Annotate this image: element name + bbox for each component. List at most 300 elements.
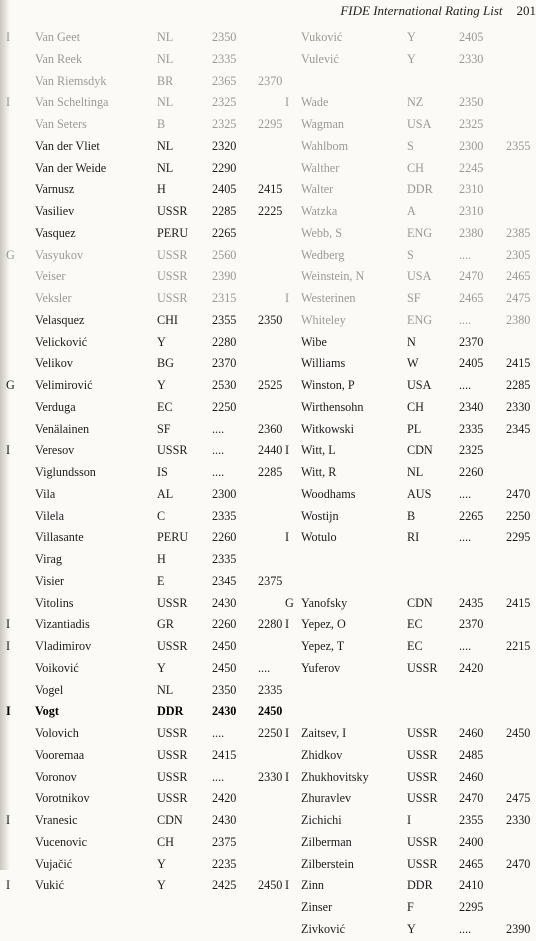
- player-country: USSR: [157, 636, 188, 658]
- player-rating-1: 2350: [212, 27, 236, 49]
- player-rating-1: 2370: [459, 332, 483, 354]
- player-country: Y: [407, 27, 416, 49]
- player-name: Wostijn: [301, 506, 339, 528]
- player-name: Zinser: [301, 897, 332, 919]
- player-row: [0, 614, 275, 636]
- player-row: [285, 745, 536, 767]
- player-rating-1: 2245: [459, 158, 483, 180]
- player-name: Viglundsson: [35, 462, 96, 484]
- player-name: Wirthensohn: [301, 397, 363, 419]
- player-name: Woodhams: [301, 484, 356, 506]
- player-rating-1: 2355: [212, 310, 236, 332]
- player-row: [285, 484, 536, 506]
- player-rating-1: 2425: [212, 875, 236, 897]
- player-row: [285, 310, 536, 332]
- player-country: USA: [407, 114, 431, 136]
- player-country: USSR: [407, 788, 438, 810]
- player-rating-2: 2415: [258, 179, 282, 201]
- player-name: Wedberg: [301, 245, 344, 267]
- player-rating-2: 2285: [506, 375, 530, 397]
- player-rating-1: ....: [459, 919, 471, 941]
- player-rating-1: 2465: [459, 288, 483, 310]
- player-rating-2: 2450: [258, 701, 282, 723]
- player-row: [285, 506, 536, 528]
- player-name: Voronov: [35, 767, 77, 789]
- player-name: Velikov: [35, 353, 73, 375]
- player-row: [0, 27, 275, 49]
- player-row: [285, 614, 536, 636]
- player-name: Whiteley: [301, 310, 346, 332]
- player-rating-2: 2360: [258, 419, 282, 441]
- player-title: I: [285, 440, 289, 462]
- player-name: Wade: [301, 92, 328, 114]
- player-name: Vasquez: [35, 223, 76, 245]
- player-row: [0, 201, 275, 223]
- player-name: Zaitsev, I: [301, 723, 346, 745]
- player-country: USSR: [407, 832, 438, 854]
- page-number: 201: [517, 3, 536, 18]
- player-rating-1: 2260: [212, 614, 236, 636]
- player-row: [0, 49, 275, 71]
- player-name: Van der Vliet: [35, 136, 100, 158]
- player-rating-2: 2450: [506, 723, 530, 745]
- player-country: USSR: [157, 201, 188, 223]
- player-row: [285, 788, 536, 810]
- player-row: [285, 375, 536, 397]
- player-row: [0, 375, 275, 397]
- player-country: RI: [407, 527, 419, 549]
- player-rating-1: 2375: [212, 832, 236, 854]
- player-rating-1: 2450: [212, 636, 236, 658]
- player-name: Vasiliev: [35, 201, 74, 223]
- player-rating-1: 2310: [459, 201, 483, 223]
- player-row: [285, 266, 536, 288]
- player-country: USSR: [157, 723, 188, 745]
- player-country: GR: [157, 614, 174, 636]
- player-row: [285, 332, 536, 354]
- player-rating-2: 2370: [258, 71, 282, 93]
- player-rating-1: ....: [459, 245, 471, 267]
- player-rating-1: 2325: [212, 92, 236, 114]
- player-title: I: [285, 767, 289, 789]
- player-country: DDR: [407, 875, 433, 897]
- player-rating-1: ....: [459, 484, 471, 506]
- player-rating-2: 2355: [506, 136, 530, 158]
- player-name: Vizantiadis: [35, 614, 90, 636]
- player-rating-2: 2470: [506, 484, 530, 506]
- player-rating-2: 2330: [506, 397, 530, 419]
- player-title: I: [6, 701, 11, 723]
- player-row: [285, 462, 536, 484]
- player-country: EC: [407, 636, 423, 658]
- player-name: Vogel: [35, 680, 63, 702]
- player-country: AL: [157, 484, 173, 506]
- player-name: Zhidkov: [301, 745, 342, 767]
- player-name: Witt, L: [301, 440, 336, 462]
- player-row: [285, 919, 536, 941]
- player-row: [0, 419, 275, 441]
- player-name: Vila: [35, 484, 55, 506]
- player-rating-2: 2470: [506, 854, 530, 876]
- player-rating-1: ....: [212, 440, 224, 462]
- player-country: ENG: [407, 310, 432, 332]
- player-country: EC: [407, 614, 423, 636]
- player-row: [0, 854, 275, 876]
- player-country: USSR: [157, 440, 188, 462]
- player-country: S: [407, 136, 414, 158]
- player-name: Vuković: [301, 27, 342, 49]
- player-name: Van Reek: [35, 49, 82, 71]
- player-rating-1: 2370: [212, 353, 236, 375]
- player-row: [285, 397, 536, 419]
- player-rating-1: 2390: [212, 266, 236, 288]
- player-title: I: [6, 92, 10, 114]
- player-row: [0, 767, 275, 789]
- section-gap: [285, 71, 536, 93]
- player-country: NL: [157, 136, 173, 158]
- player-row: [285, 353, 536, 375]
- player-title: I: [6, 875, 10, 897]
- player-name: Weinstein, N: [301, 266, 364, 288]
- player-name: Yuferov: [301, 658, 340, 680]
- player-rating-1: ....: [212, 419, 224, 441]
- player-country: PERU: [157, 527, 188, 549]
- player-row: [0, 832, 275, 854]
- player-rating-1: 2430: [212, 701, 236, 723]
- player-title: I: [285, 723, 289, 745]
- player-rating-2: 2305: [506, 245, 530, 267]
- player-title: I: [6, 440, 10, 462]
- player-name: Vasyukov: [35, 245, 83, 267]
- player-row: [0, 179, 275, 201]
- player-name: Virag: [35, 549, 62, 571]
- player-country: H: [157, 179, 166, 201]
- player-row: [285, 832, 536, 854]
- player-rating-1: 2420: [459, 658, 483, 680]
- player-rating-2: 2280: [258, 614, 282, 636]
- player-name: Vranesic: [35, 810, 78, 832]
- player-country: USSR: [407, 745, 438, 767]
- player-name: Zichichi: [301, 810, 342, 832]
- section-gap: [285, 549, 536, 571]
- player-name: Veresov: [35, 440, 74, 462]
- player-rating-2: 2450: [258, 875, 282, 897]
- player-country: NZ: [407, 92, 423, 114]
- player-rating-2: 2250: [506, 506, 530, 528]
- player-row: [0, 158, 275, 180]
- player-row: [0, 266, 275, 288]
- player-rating-1: 2300: [212, 484, 236, 506]
- player-rating-1: 2430: [212, 593, 236, 615]
- player-name: Vulević: [301, 49, 339, 71]
- player-country: USSR: [157, 593, 188, 615]
- player-rating-1: 2405: [212, 179, 236, 201]
- player-country: EC: [157, 397, 173, 419]
- player-rating-2: 2475: [506, 788, 530, 810]
- player-row: [285, 440, 536, 462]
- player-name: Van Riemsdyk: [35, 71, 106, 93]
- player-rating-1: ....: [212, 723, 224, 745]
- player-title: G: [6, 375, 15, 397]
- player-row: [0, 593, 275, 615]
- player-rating-2: 2415: [506, 593, 530, 615]
- player-row: [0, 245, 275, 267]
- player-name: Volovich: [35, 723, 79, 745]
- player-name: Webb, S: [301, 223, 342, 245]
- player-country: Y: [157, 875, 166, 897]
- player-country: BR: [157, 71, 173, 93]
- player-rating-1: 2420: [212, 788, 236, 810]
- player-row: [0, 71, 275, 93]
- player-rating-1: 2560: [212, 245, 236, 267]
- player-country: I: [407, 810, 411, 832]
- player-title: I: [6, 27, 10, 49]
- player-rating-1: 2365: [212, 71, 236, 93]
- player-title: I: [285, 614, 289, 636]
- player-rating-2: 2345: [506, 419, 530, 441]
- player-country: USSR: [157, 745, 188, 767]
- player-row: [285, 27, 536, 49]
- player-rating-1: 2350: [459, 92, 483, 114]
- player-row: [285, 92, 536, 114]
- player-rating-1: ....: [459, 527, 471, 549]
- player-row: [285, 854, 536, 876]
- player-row: [0, 440, 275, 462]
- player-row: [0, 701, 275, 723]
- player-row: [0, 114, 275, 136]
- player-rating-1: 2320: [212, 136, 236, 158]
- player-rating-1: 2335: [212, 49, 236, 71]
- player-country: NL: [157, 92, 173, 114]
- player-name: Zilberstein: [301, 854, 354, 876]
- player-rating-2: 2225: [258, 201, 282, 223]
- player-row: [0, 310, 275, 332]
- player-name: Williams: [301, 353, 345, 375]
- player-rating-1: ....: [212, 767, 224, 789]
- player-row: [0, 745, 275, 767]
- player-name: Vooremaa: [35, 745, 84, 767]
- player-name: Velimirović: [35, 375, 93, 397]
- section-gap: [285, 701, 536, 723]
- player-row: [0, 571, 275, 593]
- player-country: Y: [157, 854, 166, 876]
- player-row: [285, 245, 536, 267]
- player-title: I: [6, 636, 10, 658]
- player-row: [285, 201, 536, 223]
- player-title: G: [285, 593, 294, 615]
- player-row: [0, 549, 275, 571]
- player-rating-1: 2280: [212, 332, 236, 354]
- player-country: USSR: [157, 266, 188, 288]
- player-rating-1: 2325: [459, 114, 483, 136]
- player-country: NL: [157, 27, 173, 49]
- player-title: I: [285, 288, 289, 310]
- player-country: CDN: [157, 810, 183, 832]
- player-name: Vorotnikov: [35, 788, 90, 810]
- player-rating-1: 2460: [459, 723, 483, 745]
- player-name: Witkowski: [301, 419, 354, 441]
- player-rating-1: ....: [212, 462, 224, 484]
- player-name: Westerinen: [301, 288, 356, 310]
- player-name: Velasquez: [35, 310, 84, 332]
- player-row: [0, 353, 275, 375]
- player-rating-1: 2355: [459, 810, 483, 832]
- player-country: USSR: [407, 767, 438, 789]
- player-rating-1: 2335: [212, 549, 236, 571]
- player-country: USSR: [407, 854, 438, 876]
- player-name: Yanofsky: [301, 593, 347, 615]
- rating-list-right-column: [285, 27, 536, 941]
- player-row: [285, 723, 536, 745]
- running-header: [340, 0, 536, 22]
- player-country: Y: [157, 375, 166, 397]
- rating-list-left-column: [0, 27, 275, 897]
- player-rating-2: 2525: [258, 375, 282, 397]
- player-row: [285, 49, 536, 71]
- player-rating-2: 2380: [506, 310, 530, 332]
- player-name: Witt, R: [301, 462, 336, 484]
- player-row: [0, 723, 275, 745]
- player-name: Villasante: [35, 527, 84, 549]
- player-country: USSR: [157, 788, 188, 810]
- player-country: W: [407, 353, 419, 375]
- player-rating-2: 2335: [258, 680, 282, 702]
- player-rating-1: 2295: [459, 897, 483, 919]
- player-name: Van Geet: [35, 27, 80, 49]
- player-row: [285, 223, 536, 245]
- player-rating-1: 2235: [212, 854, 236, 876]
- player-rating-1: 2430: [212, 810, 236, 832]
- player-row: [0, 92, 275, 114]
- player-row: [0, 506, 275, 528]
- player-title: I: [6, 810, 10, 832]
- player-rating-1: 2335: [459, 419, 483, 441]
- player-name: Vitolins: [35, 593, 74, 615]
- player-name: Yepez, O: [301, 614, 346, 636]
- player-country: USSR: [157, 767, 188, 789]
- player-rating-1: 2350: [212, 680, 236, 702]
- player-country: Y: [157, 658, 166, 680]
- player-title: I: [285, 527, 289, 549]
- player-country: S: [407, 245, 414, 267]
- player-rating-1: 2450: [212, 658, 236, 680]
- player-country: DDR: [407, 179, 433, 201]
- player-row: [285, 767, 536, 789]
- player-name: Wibe: [301, 332, 327, 354]
- player-rating-2: 2215: [506, 636, 530, 658]
- player-rating-1: 2345: [212, 571, 236, 593]
- player-row: [285, 658, 536, 680]
- player-name: Winston, P: [301, 375, 355, 397]
- player-rating-1: ....: [459, 310, 471, 332]
- player-country: SF: [407, 288, 421, 310]
- player-title: I: [285, 92, 289, 114]
- player-name: Vogt: [35, 701, 59, 723]
- player-rating-1: 2315: [212, 288, 236, 310]
- player-country: B: [157, 114, 165, 136]
- player-name: Veiser: [35, 266, 65, 288]
- player-country: BG: [157, 353, 174, 375]
- player-row: [285, 179, 536, 201]
- player-name: Wagman: [301, 114, 344, 136]
- player-row: [0, 462, 275, 484]
- player-rating-1: 2530: [212, 375, 236, 397]
- player-name: Zivković: [301, 919, 345, 941]
- player-country: E: [157, 571, 164, 593]
- player-country: DDR: [157, 701, 183, 723]
- player-rating-2: 2465: [506, 266, 530, 288]
- player-row: [0, 484, 275, 506]
- player-row: [285, 136, 536, 158]
- player-country: H: [157, 549, 166, 571]
- player-name: Vukić: [35, 875, 64, 897]
- player-rating-1: 2470: [459, 266, 483, 288]
- player-name: Vucenovic: [35, 832, 87, 854]
- player-country: CH: [157, 832, 174, 854]
- player-country: C: [157, 506, 165, 528]
- section-gap: [285, 680, 536, 702]
- player-row: [285, 810, 536, 832]
- player-country: A: [407, 201, 416, 223]
- player-rating-2: 2385: [506, 223, 530, 245]
- player-rating-1: 2410: [459, 875, 483, 897]
- player-rating-2: 2415: [506, 353, 530, 375]
- player-name: Veksler: [35, 288, 72, 310]
- player-rating-1: 2405: [459, 27, 483, 49]
- player-rating-2: 2250: [258, 723, 282, 745]
- player-rating-2: 2375: [258, 571, 282, 593]
- player-rating-1: 2370: [459, 614, 483, 636]
- player-name: Vladimirov: [35, 636, 91, 658]
- player-rating-1: ....: [459, 375, 471, 397]
- player-name: Walter: [301, 179, 333, 201]
- player-row: [0, 875, 275, 897]
- player-country: USA: [407, 375, 431, 397]
- player-country: PERU: [157, 223, 188, 245]
- player-name: Verduga: [35, 397, 76, 419]
- player-name: Vujačić: [35, 854, 72, 876]
- player-name: Zhuravlev: [301, 788, 351, 810]
- player-country: NL: [157, 158, 173, 180]
- player-rating-1: 2285: [212, 201, 236, 223]
- header-title: FIDE International Rating List: [340, 3, 502, 18]
- player-rating-1: 2465: [459, 854, 483, 876]
- player-row: [285, 114, 536, 136]
- player-country: CDN: [407, 593, 433, 615]
- player-row: [285, 158, 536, 180]
- player-title: G: [6, 245, 15, 267]
- player-name: Van der Weide: [35, 158, 106, 180]
- player-row: [0, 658, 275, 680]
- player-country: NL: [157, 49, 173, 71]
- player-country: AUS: [407, 484, 431, 506]
- player-row: [0, 636, 275, 658]
- player-rating-1: 2250: [212, 397, 236, 419]
- player-row: [285, 419, 536, 441]
- player-rating-1: 2415: [212, 745, 236, 767]
- player-rating-1: 2325: [212, 114, 236, 136]
- player-rating-1: 2470: [459, 788, 483, 810]
- player-rating-2: 2295: [506, 527, 530, 549]
- player-row: [0, 136, 275, 158]
- player-rating-1: 2405: [459, 353, 483, 375]
- player-row: [285, 527, 536, 549]
- player-row: [0, 223, 275, 245]
- player-rating-1: 2485: [459, 745, 483, 767]
- player-country: USSR: [407, 658, 438, 680]
- player-country: Y: [407, 49, 416, 71]
- player-name: Yepez, T: [301, 636, 344, 658]
